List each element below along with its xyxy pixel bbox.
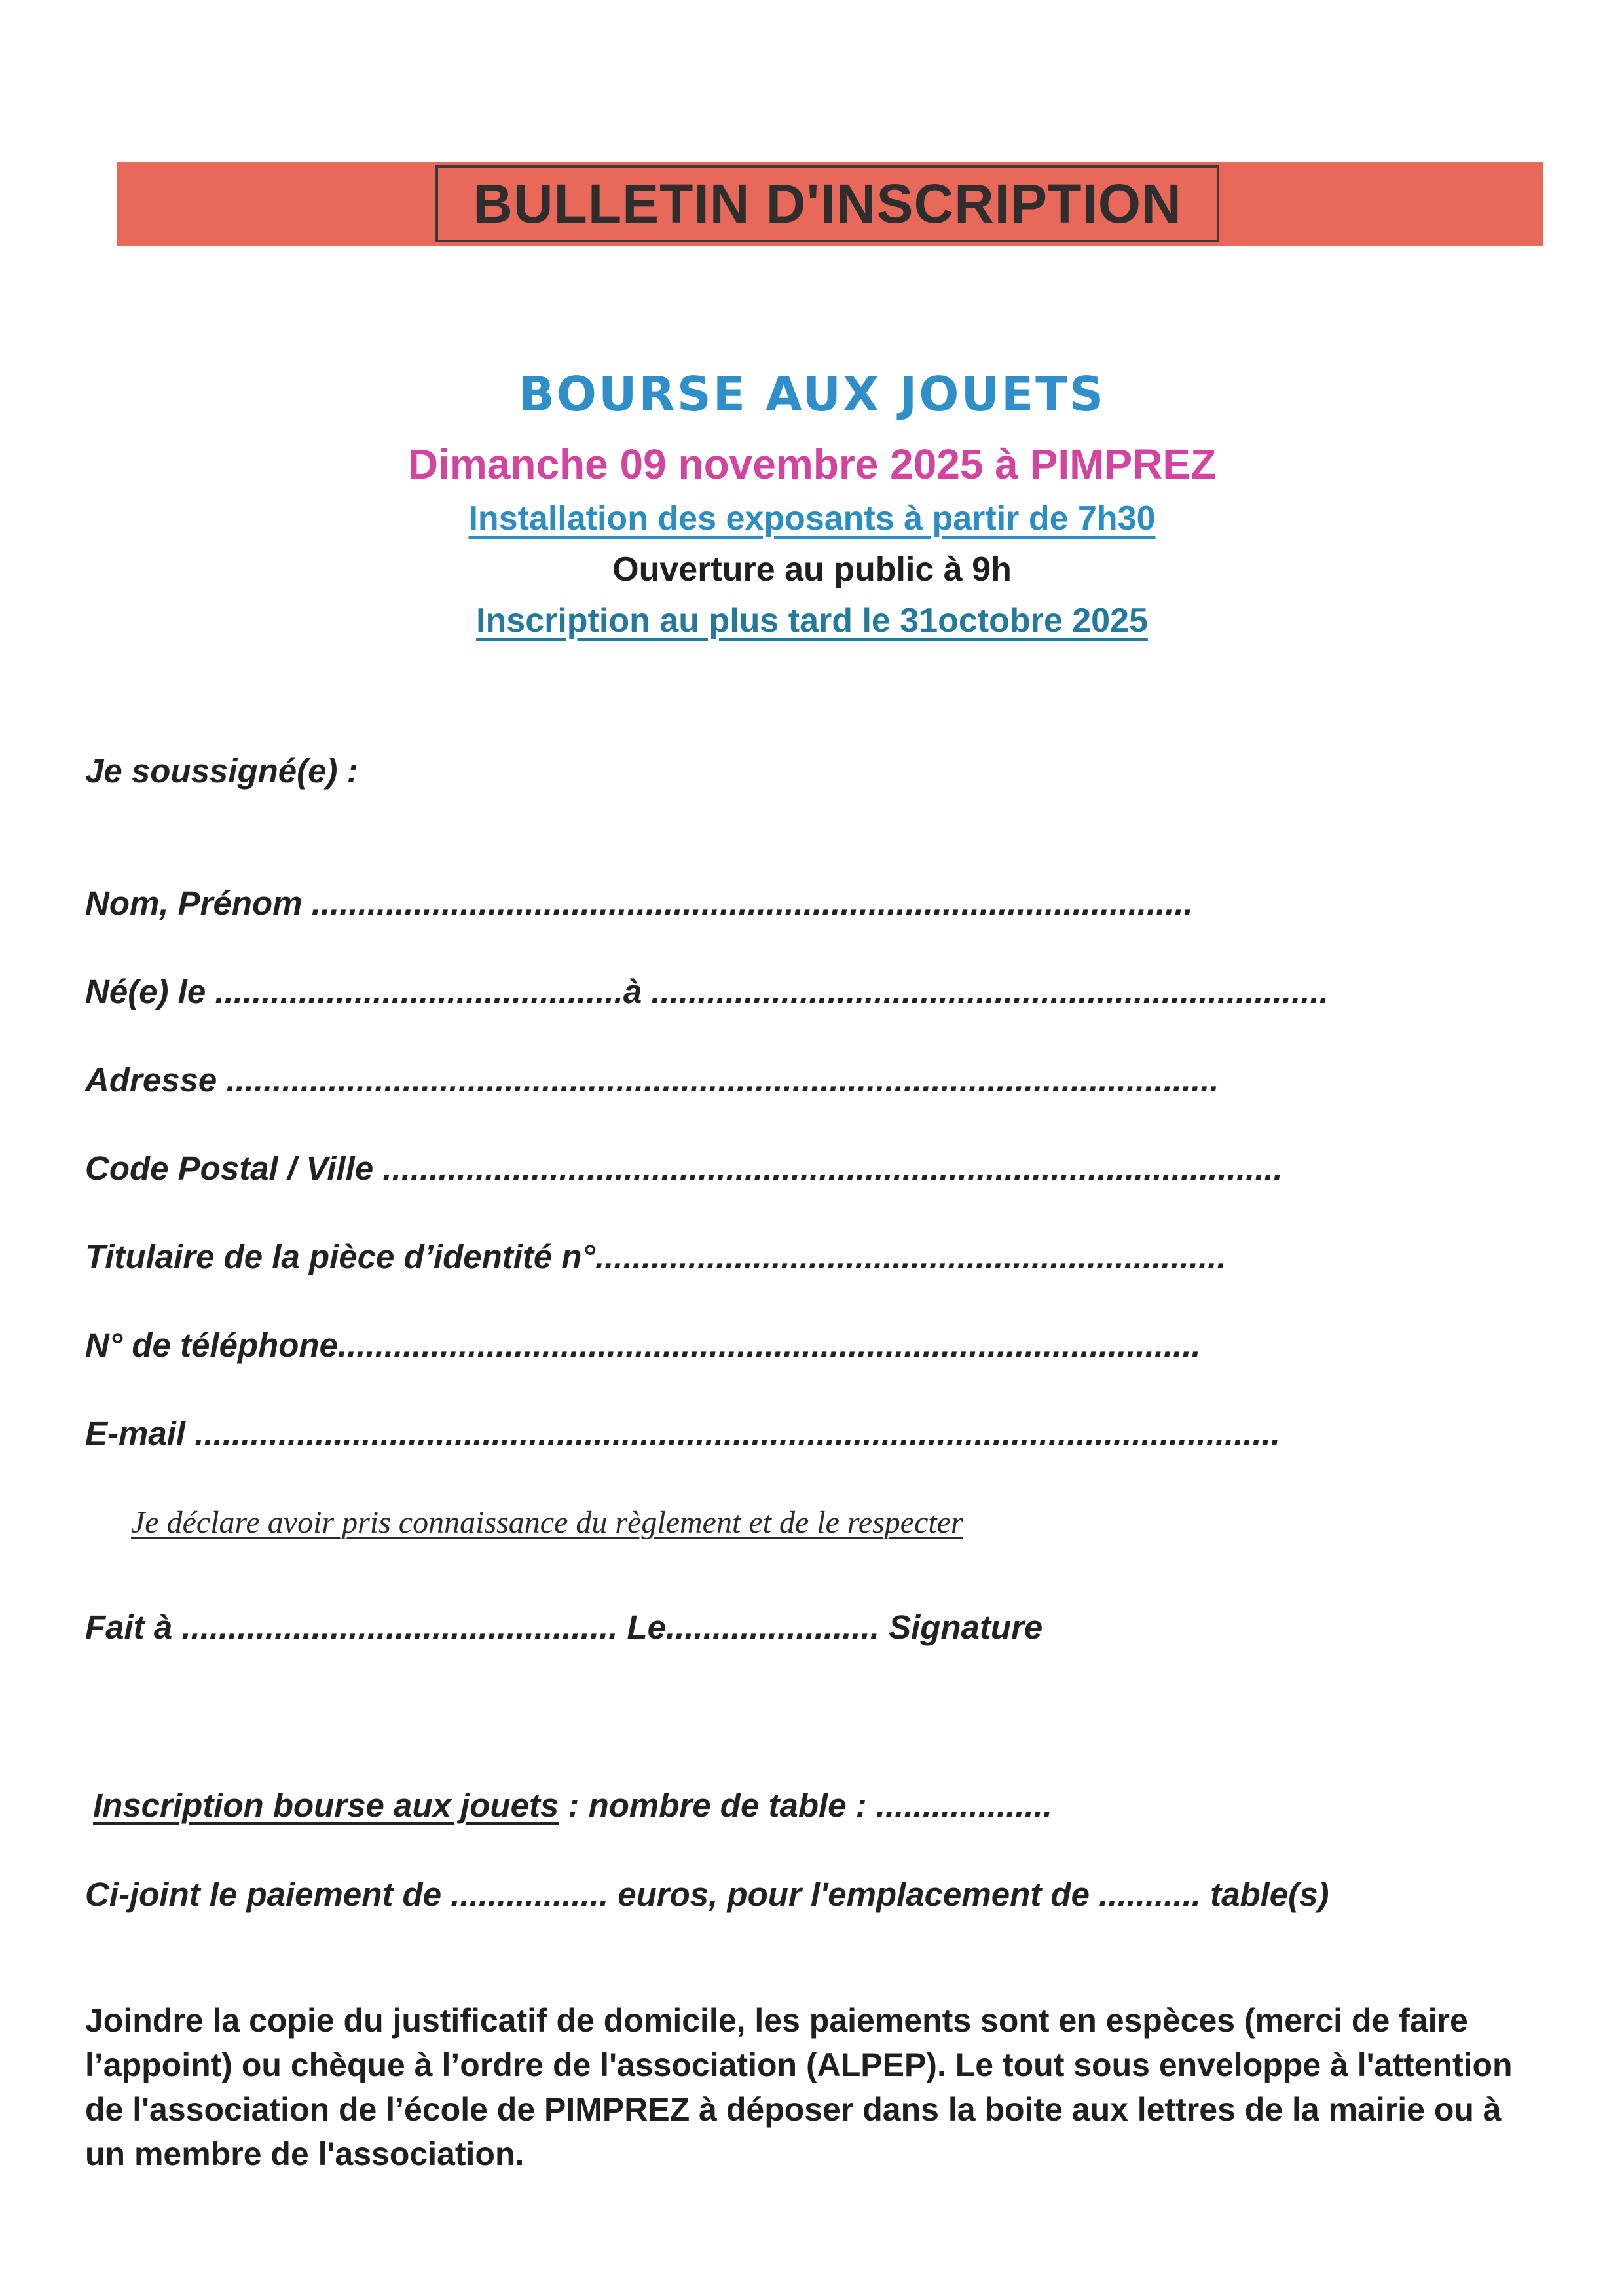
event-date: Dimanche 09 novembre 2025 à PIMPREZ [407, 441, 1217, 488]
event-opening: Ouverture au public à 9h [612, 551, 1012, 589]
page-title: BULLETIN D'INSCRIPTION [473, 172, 1182, 234]
phone-field[interactable]: N° de téléphone............................................................................................. [85, 1326, 1201, 1364]
address-field[interactable]: Adresse ........................................................................................................... [85, 1061, 1219, 1099]
event-title: BOURSE AUX JOUETS [518, 367, 1106, 422]
payment-line[interactable]: Ci-joint le paiement de ................. euros, pour l'emplacement de ........... table(s) [85, 1876, 1329, 1913]
event-deadline-text: Inscription au plus tard le 31octobre 2025 [476, 602, 1148, 640]
rules-declaration: Je déclare avoir pris connaissance du règlement et de le respecter [131, 1505, 963, 1540]
form-intro: Je soussigné(e) : [85, 752, 358, 790]
header-title-box [435, 165, 1219, 242]
birth-field[interactable]: Né(e) le ............................................à ......................................................................... [85, 973, 1329, 1010]
postal-city-field[interactable]: Code Postal / Ville ................................................................................................. [85, 1150, 1283, 1187]
signature-line[interactable]: Fait à ............................................... Le....................... Signature [85, 1609, 1043, 1646]
name-field[interactable]: Nom, Prénom ............................................................................................... [85, 884, 1193, 922]
event-deadline [0, 601, 1624, 640]
event-installation [0, 499, 1624, 538]
registration-label: Inscription bourse aux jouets [93, 1787, 559, 1824]
instructions-notice: Joindre la copie du justificatif de domicile, les paiements sont en espèces (merci de faire l’appoint) ou chèque à l’ordre de l'association (ALPEP). Le tout sous enveloppe à l'attention de l'association de l’école de PIMPREZ à déposer dans la boite aux lettres de la mairie ou à un membre de l'association. [85, 2002, 1513, 2172]
registration-line[interactable] [93, 1786, 1052, 1825]
registration-table-count[interactable]: : nombre de table : ................... [559, 1787, 1053, 1824]
event-installation-text: Installation des exposants à partir de 7h30 [468, 500, 1156, 538]
id-document-field[interactable]: Titulaire de la pièce d’identité n°.................................................................... [85, 1238, 1227, 1275]
email-field[interactable]: E-mail ..................................................................................................................... [85, 1415, 1281, 1452]
